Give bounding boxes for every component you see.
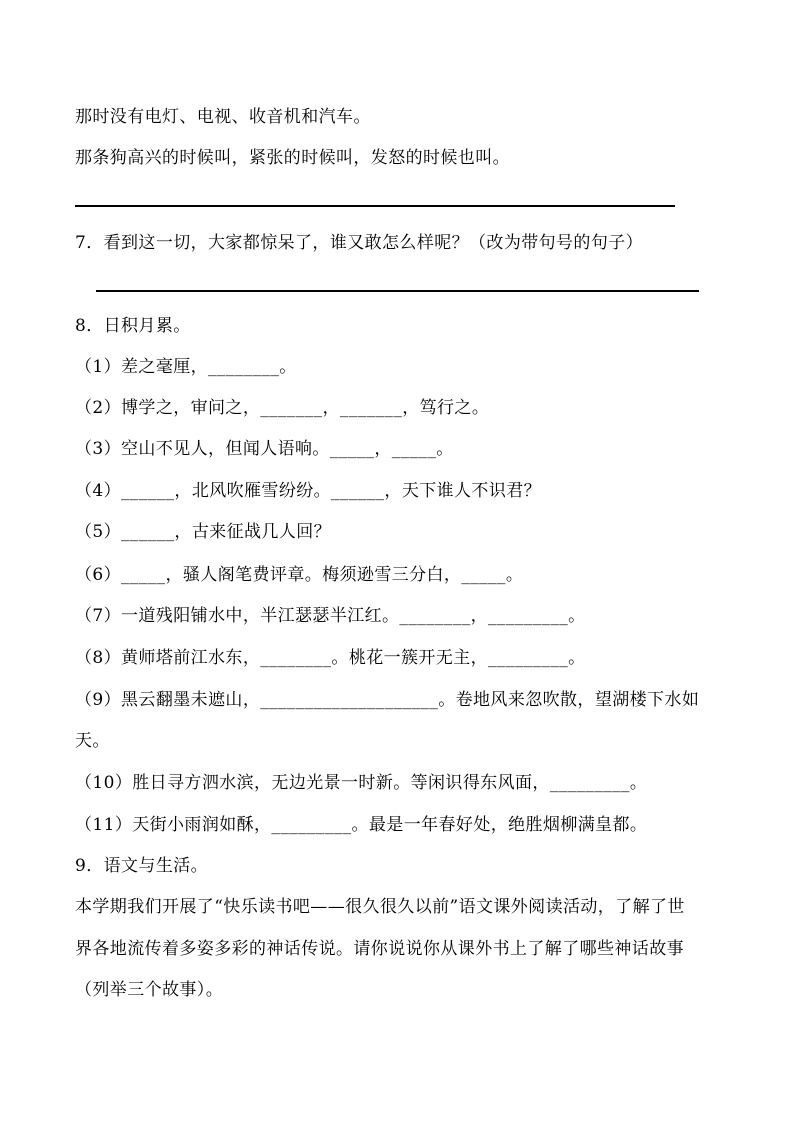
question-8-heading: 8．日积月累。 xyxy=(75,316,191,336)
answer-line xyxy=(75,205,675,207)
fill-item: （1）差之毫厘，________。 xyxy=(75,357,297,377)
fill-item: （10）胜日寻方泗水滨，无边光景一时新。等闲识得东风面，_________。 xyxy=(75,773,648,793)
fill-item: （6）_____，骚人阁笔费评章。梅须逊雪三分白，_____。 xyxy=(75,565,524,585)
paragraph-line: 本学期我们开展了“快乐读书吧——很久很久以前”语文课外阅读活动，了解了世 xyxy=(75,897,685,917)
fill-item: （11）天街小雨润如酥，_________。最是一年春好处，绝胜烟柳满皇都。 xyxy=(75,815,648,835)
question-7: 7．看到这一切，大家都惊呆了，谁又敢怎么样呢？（改为带句号的句子） xyxy=(75,233,644,253)
fill-item: （9）黑云翻墨未遮山，____________________。卷地风来忽吹散，望湖楼下水如 xyxy=(75,690,700,710)
fill-item: （4）______，北风吹雁雪纷纷。______，天下谁人不识君？ xyxy=(75,481,542,501)
answer-line xyxy=(96,290,699,292)
fill-item: （8）黄师塔前江水东，________。桃花一簇开无主，_________。 xyxy=(75,648,586,668)
fill-item-continued: 天。 xyxy=(75,731,110,751)
fill-item: （7）一道残阳铺水中，半江瑟瑟半江红。________，_________。 xyxy=(75,606,586,626)
paragraph-line: 界各地流传着多姿多彩的神话传说。请你说说你从课外书上了解了哪些神话故事 xyxy=(75,939,684,959)
question-9-heading: 9．语文与生活。 xyxy=(75,856,209,876)
fill-item: （3）空山不见人，但闻人语响。_____，_____。 xyxy=(75,439,454,459)
paragraph-line: （列举三个故事）。 xyxy=(75,980,224,1000)
sentence-line: 那时没有电灯、电视、收音机和汽车。 xyxy=(75,107,371,127)
sentence-line: 那条狗高兴的时候叫，紧张的时候叫，发怒的时候也叫。 xyxy=(75,148,510,168)
fill-item: （5）______，古来征战几人回？ xyxy=(75,522,332,542)
fill-item: （2）博学之，审问之，_______，_______，笃行之。 xyxy=(75,398,490,418)
